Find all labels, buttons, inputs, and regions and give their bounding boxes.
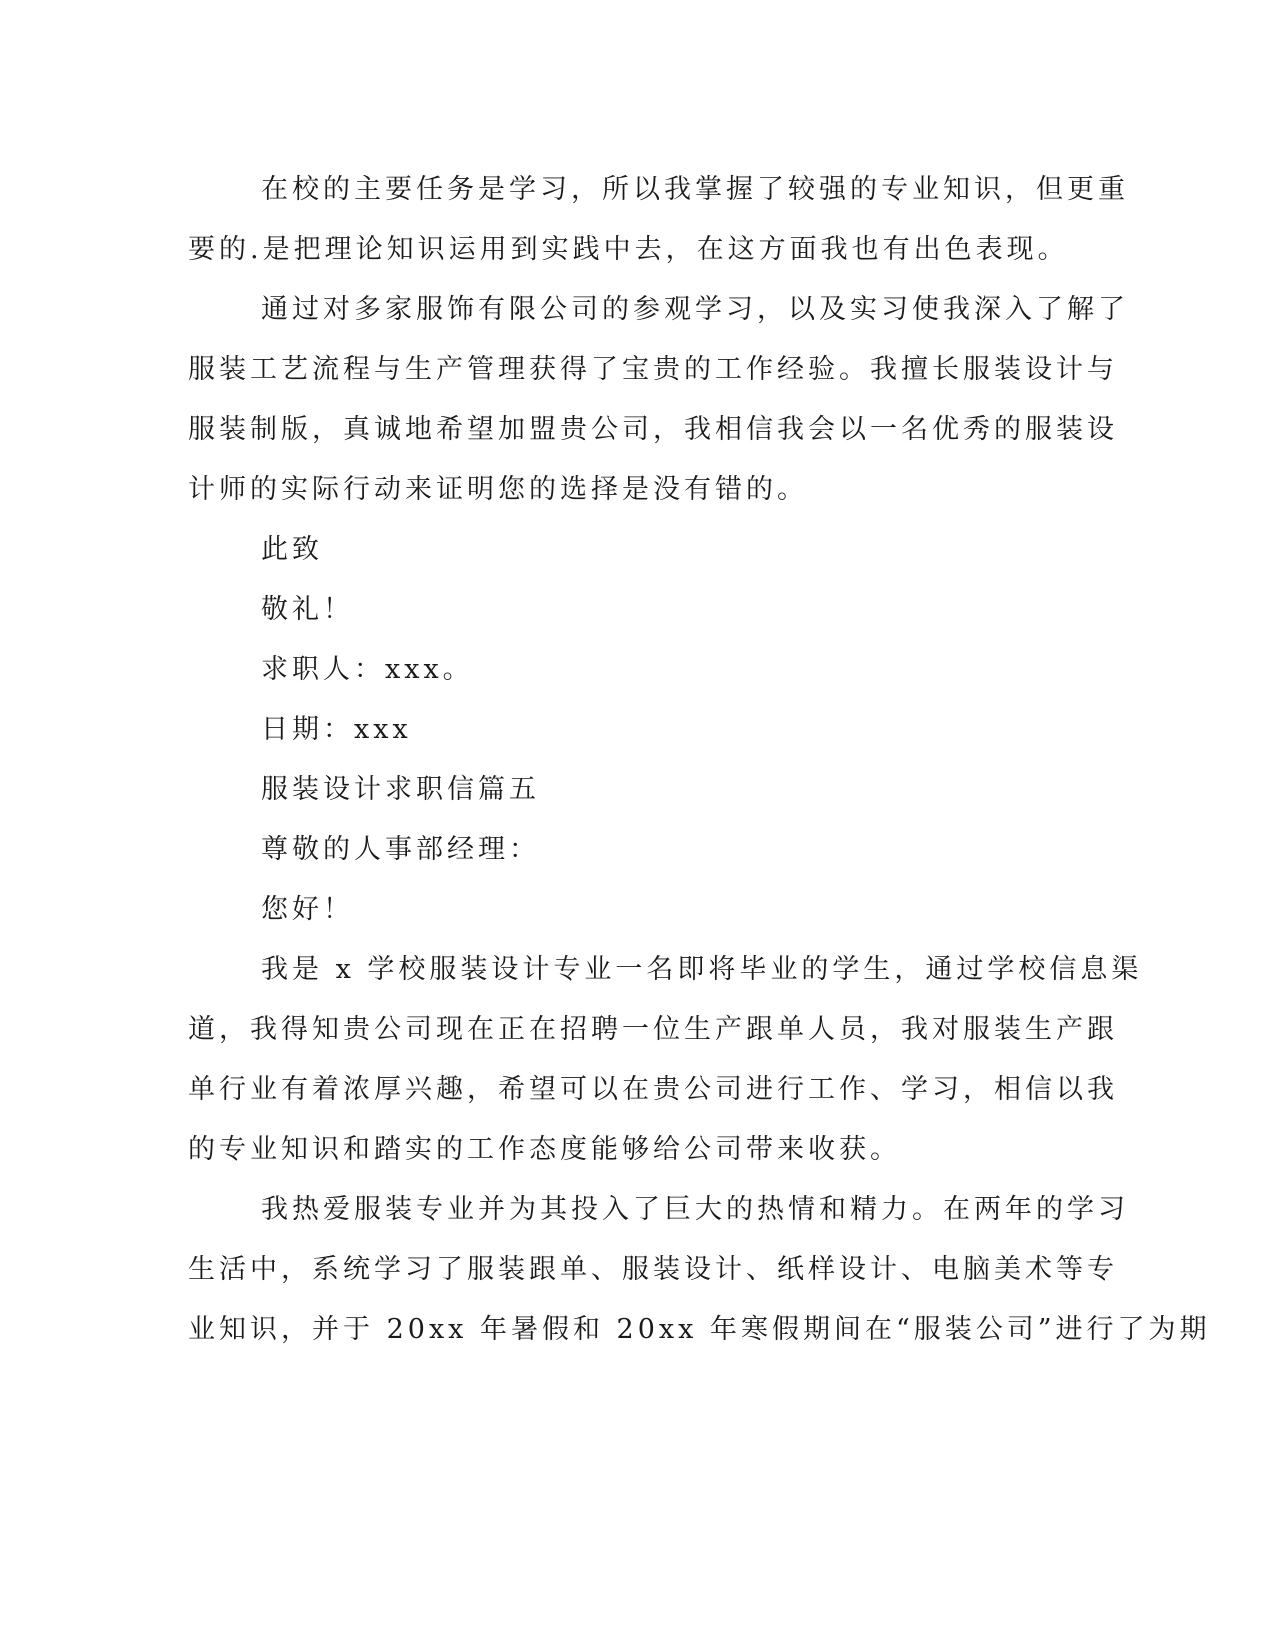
document-body (188, 160, 1211, 1360)
text-line: 计师的实际行动来证明您的选择是没有错的。 (188, 474, 808, 505)
section-title: 服装设计求职信篇五 (261, 774, 540, 805)
paragraph-2 (188, 280, 1129, 520)
recipient-line: 尊敬的人事部经理： (261, 834, 540, 865)
paragraph-1 (188, 160, 1129, 280)
text-line: 我热爱服装专业并为其投入了巨大的热情和精力。在两年的学习 (261, 1194, 1129, 1225)
text-line: 道，我得知贵公司现在正在招聘一位生产跟单人员，我对服装生产跟 (188, 1014, 1118, 1045)
text-line: 我是 x 学校服装设计专业一名即将毕业的学生，通过学校信息渠 (261, 954, 1143, 985)
greeting-line: 您好！ (261, 894, 354, 925)
date-line: 日期：xxx (261, 714, 412, 745)
text-line: 业知识，并于 20xx 年暑假和 20xx 年寒假期间在“服装公司”进行了为期 (188, 1314, 1211, 1345)
paragraph-3 (188, 940, 1143, 1180)
text-line: 通过对多家服饰有限公司的参观学习，以及实习使我深入了解了 (261, 294, 1129, 325)
text-line: 服装工艺流程与生产管理获得了宝贵的工作经验。我擅长服装设计与 (188, 354, 1118, 385)
paragraph-4 (188, 1180, 1211, 1360)
text-line: 生活中，系统学习了服装跟单、服装设计、纸样设计、电脑美术等专 (188, 1254, 1118, 1285)
salute-text: 敬礼！ (261, 594, 354, 625)
closing-text: 此致 (261, 534, 323, 565)
text-line: 单行业有着浓厚兴趣，希望可以在贵公司进行工作、学习，相信以我 (188, 1074, 1118, 1105)
applicant-signature: 求职人：xxx。 (261, 654, 474, 685)
text-line: 服装制版，真诚地希望加盟贵公司，我相信我会以一名优秀的服装设 (188, 414, 1118, 445)
text-line: 的专业知识和踏实的工作态度能够给公司带来收获。 (188, 1134, 901, 1165)
text-line: 要的.是把理论知识运用到实践中去，在这方面我也有出色表现。 (188, 234, 1069, 265)
text-line: 在校的主要任务是学习，所以我掌握了较强的专业知识，但更重 (261, 174, 1129, 205)
